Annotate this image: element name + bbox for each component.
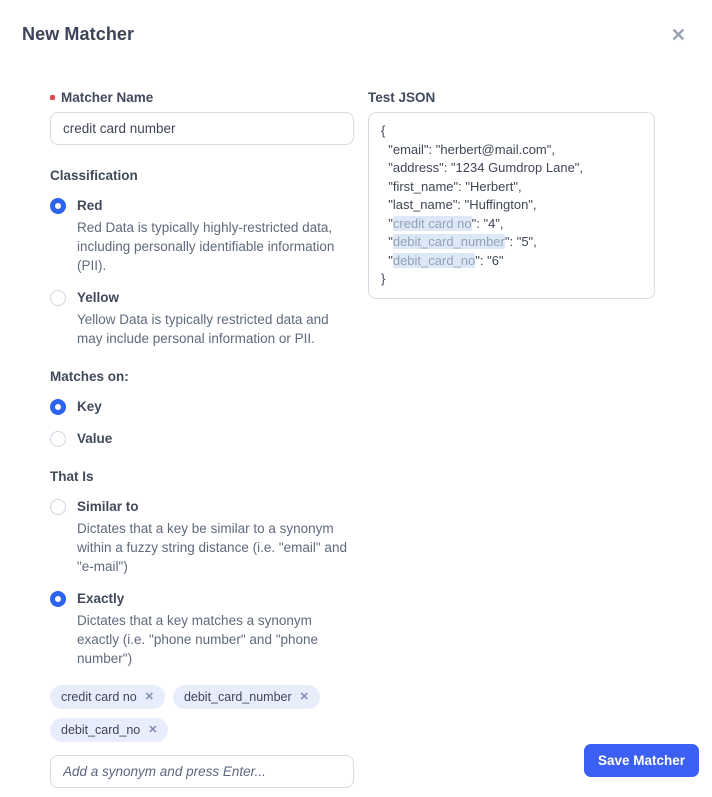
json-line: "address": "1234 Gumdrop Lane", — [381, 160, 584, 175]
save-matcher-button[interactable]: Save Matcher — [584, 744, 699, 777]
json-line: "first_name": "Herbert", — [381, 178, 522, 194]
radio-exactly-label: Exactly — [77, 591, 125, 606]
page-title: New Matcher — [22, 24, 135, 44]
synonym-tags — [50, 685, 354, 742]
synonym-tag — [50, 685, 165, 709]
classification-option-red — [50, 197, 354, 275]
json-line: } — [381, 271, 386, 286]
radio-exactly[interactable] — [50, 591, 66, 607]
json-line-highlighted: "debit_card_no": "6" — [381, 252, 504, 268]
test-json-column — [368, 90, 655, 788]
synonym-tag-label: debit_card_no — [61, 723, 141, 737]
classification-option-yellow — [50, 289, 354, 348]
remove-tag-icon[interactable]: ✕ — [299, 691, 309, 703]
radio-key[interactable] — [50, 399, 66, 415]
json-line: "last_name": "Huffington", — [381, 197, 537, 212]
test-json-label: Test JSON — [368, 90, 436, 105]
json-line: { — [381, 123, 386, 138]
json-line-highlighted: "debit_card_number": "5", — [381, 234, 537, 249]
radio-similar-to[interactable] — [50, 499, 66, 515]
modal-header — [0, 0, 712, 46]
that-is-option-exactly — [50, 590, 354, 668]
matched-key-highlight: debit_card_number — [392, 234, 505, 249]
form-column — [50, 90, 354, 788]
radio-similar-to-label: Similar to — [77, 499, 139, 514]
matcher-name-label: Matcher Name — [61, 90, 154, 105]
matched-key-highlight: credit card no — [392, 215, 472, 231]
matches-on-label: Matches on: — [50, 369, 129, 384]
radio-similar-to-description: Dictates that a key be similar to a synonym within a fuzzy string distance (i.e. "email" and "e-mail") — [77, 521, 347, 574]
classification-label: Classification — [50, 168, 138, 183]
json-line: "email": "herbert@mail.com", — [381, 141, 555, 157]
radio-yellow-description: Yellow Data is typically restricted data and may include personal information or PII. — [77, 312, 329, 346]
radio-red-label: Red — [77, 198, 103, 213]
remove-tag-icon[interactable]: ✕ — [144, 691, 154, 703]
radio-key-label: Key — [77, 399, 102, 414]
matches-on-option-key — [50, 398, 354, 416]
synonym-tag — [173, 685, 320, 709]
matcher-name-input[interactable] — [50, 112, 354, 145]
radio-value[interactable] — [50, 431, 66, 447]
close-icon[interactable]: ✕ — [670, 25, 686, 45]
required-marker — [50, 95, 55, 100]
synonym-tag — [50, 718, 168, 742]
remove-tag-icon[interactable]: ✕ — [148, 724, 158, 736]
that-is-label: That Is — [50, 469, 94, 484]
radio-value-label: Value — [77, 431, 113, 446]
synonym-tag-label: debit_card_number — [183, 690, 292, 704]
matcher-name-label-row — [50, 90, 354, 105]
matched-key-highlight: debit_card_no — [392, 252, 476, 268]
json-line-highlighted: "credit card no": "4", — [381, 215, 504, 231]
radio-red-description: Red Data is typically highly-restricted data, including personally identifiable information (PII). — [77, 220, 335, 273]
radio-yellow-label: Yellow — [77, 290, 120, 305]
modal-body — [0, 90, 712, 788]
radio-exactly-description: Dictates that a key matches a synonym exactly (i.e. "phone number" and "phone number") — [77, 613, 319, 666]
radio-red[interactable] — [50, 198, 66, 214]
matches-on-option-value — [50, 430, 354, 448]
radio-yellow[interactable] — [50, 290, 66, 306]
add-synonym-input[interactable] — [50, 755, 354, 788]
test-json-editor[interactable] — [368, 112, 655, 299]
that-is-option-similar — [50, 498, 354, 576]
synonym-tag-label: credit card no — [61, 690, 137, 704]
